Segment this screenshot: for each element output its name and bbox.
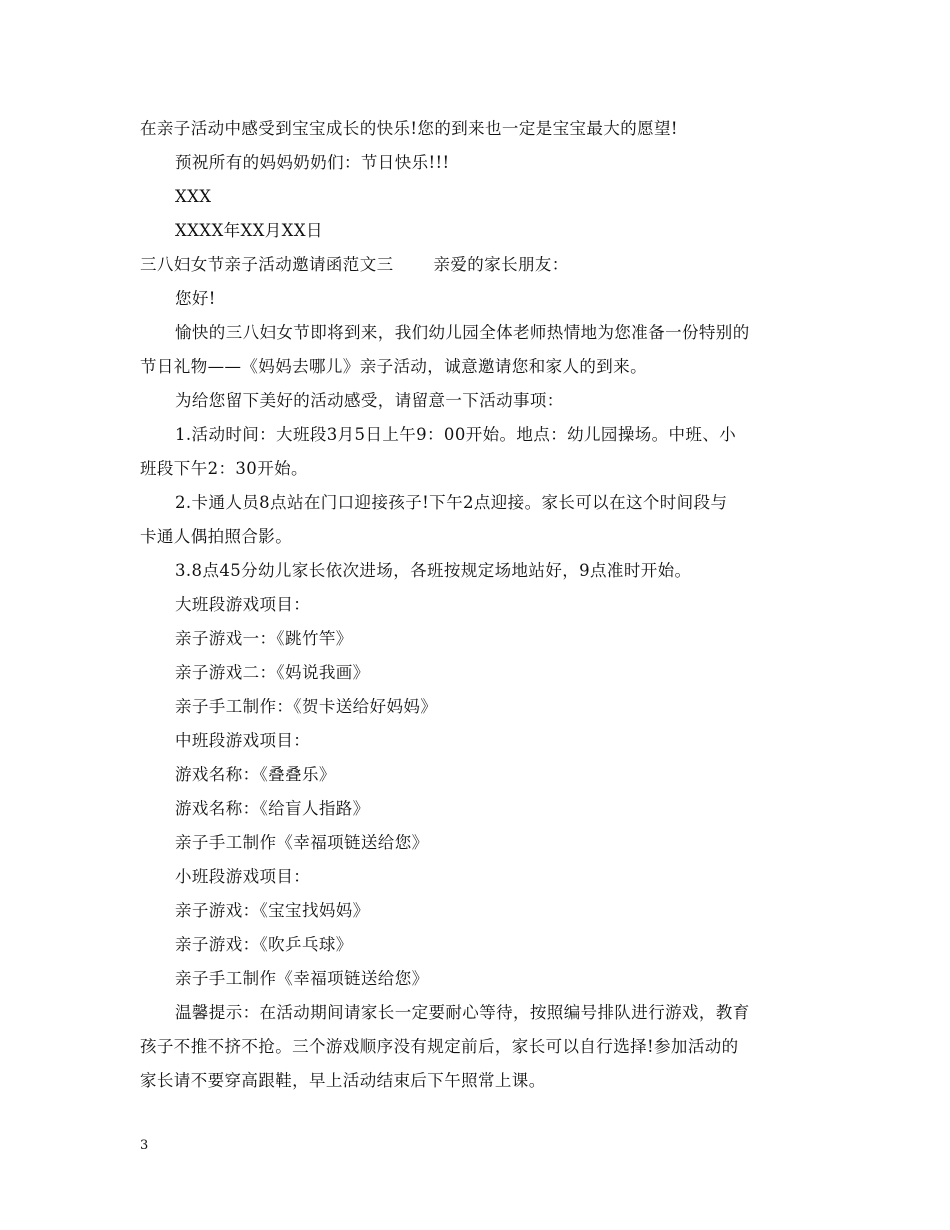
- list-item-line: 2.卡通人员8点站在门口迎接孩子!下午2点迎接。家长可以在这个时间段与: [175, 493, 728, 512]
- list-item: 亲子手工制作《幸福项链送给您》: [175, 969, 429, 988]
- list-item-line: 1.活动时间：大班段3月5日上午9：00开始。地点：幼儿园操场。中班、小: [175, 425, 737, 444]
- paragraph-line: 预祝所有的妈妈奶奶们：节日快乐!!!: [175, 153, 450, 172]
- subheading: 大班段游戏项目：: [175, 595, 311, 614]
- list-item: 亲子游戏一：《跳竹竿》: [175, 629, 353, 648]
- list-item: 亲子游戏：《宝宝找妈妈》: [175, 901, 370, 920]
- paragraph-line: 为给您留下美好的活动感受，请留意一下活动事项：: [175, 391, 564, 410]
- paragraph-line: 家长请不要穿高跟鞋，早上活动结束后下午照常上课。: [140, 1071, 546, 1090]
- list-item: 亲子手工制作《幸福项链送给您》: [175, 833, 429, 852]
- section-title: 三八妇女节亲子活动邀请函范文三: [140, 255, 394, 274]
- list-item: 游戏名称：《给盲人指路》: [175, 799, 370, 818]
- paragraph-line: 孩子不推不挤不抢。三个游戏顺序没有规定前后，家长可以自行选择!参加活动的: [140, 1037, 739, 1056]
- paragraph-line: 温馨提示：在活动期间请家长一定要耐心等待，按照编号排队进行游戏，教育: [175, 1003, 750, 1022]
- list-item-line: 3.8点45分幼儿家长依次进场，各班按规定场地站好，9点准时开始。: [175, 561, 692, 580]
- subheading: 小班段游戏项目：: [175, 867, 311, 886]
- paragraph-line: 节日礼物——《妈妈去哪儿》亲子活动，诚意邀请您和家人的到来。: [140, 357, 647, 376]
- subheading: 中班段游戏项目：: [175, 731, 311, 750]
- page-number: 3: [140, 1138, 149, 1153]
- list-item-line: 卡通人偶拍照合影。: [140, 527, 293, 546]
- list-item: 游戏名称：《叠叠乐》: [175, 765, 336, 784]
- signature-name: XXX: [175, 187, 212, 206]
- salutation: 亲爱的家长朋友：: [433, 255, 569, 274]
- greeting: 您好!: [175, 289, 216, 308]
- section-title-line: [140, 254, 569, 276]
- list-item: 亲子手工制作：《贺卡送给好妈妈》: [175, 697, 438, 716]
- paragraph-line: 在亲子活动中感受到宝宝成长的快乐!您的到来也一定是宝宝最大的愿望!: [140, 119, 678, 138]
- list-item: 亲子游戏二：《妈说我画》: [175, 663, 370, 682]
- list-item-line: 班段下午2：30开始。: [140, 459, 308, 478]
- signature-date: XXXX年XX月XX日: [175, 221, 323, 240]
- paragraph-line: 愉快的三八妇女节即将到来，我们幼儿园全体老师热情地为您准备一份特别的: [175, 323, 750, 342]
- list-item: 亲子游戏：《吹乒乓球》: [175, 935, 353, 954]
